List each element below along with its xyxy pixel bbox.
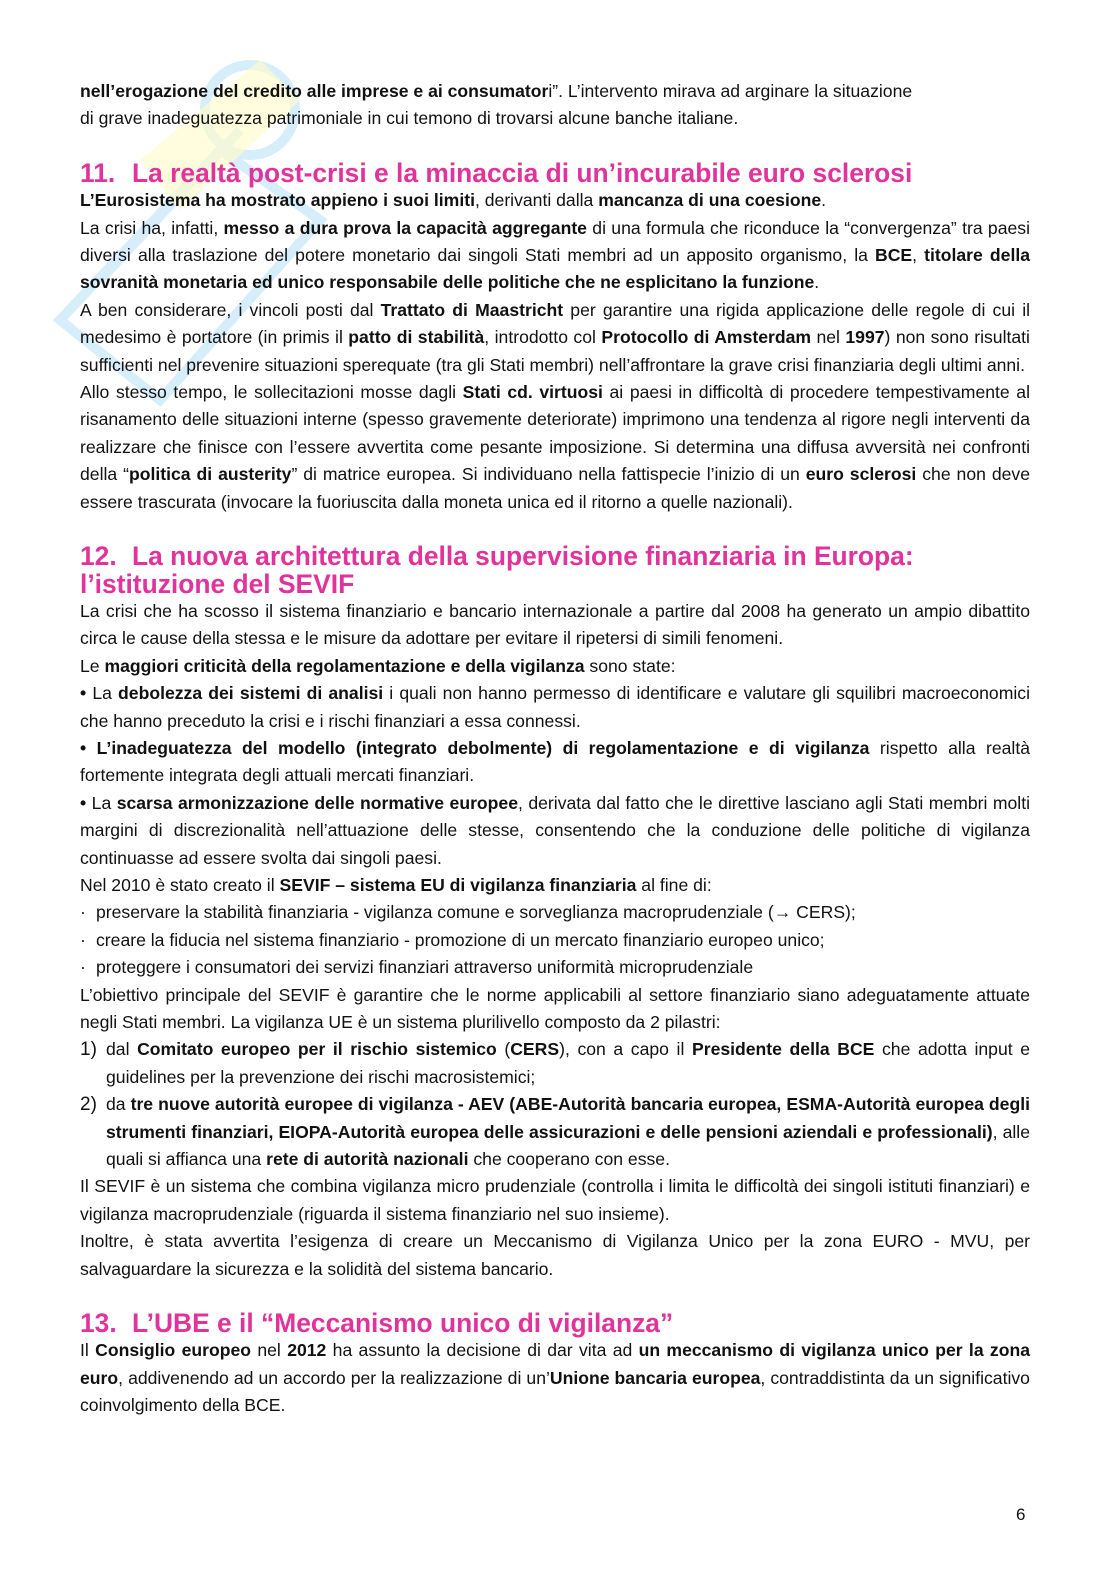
list-item: • La debolezza dei sistemi di analisi i quali non hanno permesso di identificare e valutare gli squilibri macroeconomici che hanno preceduto la crisi e i rischi finanziari a essa connessi.	[80, 683, 1030, 731]
s12-paragraph-6: Inoltre, è stata avvertita l’esigenza di creare un Meccanismo di Vigilanza Unico per la zona EURO - MVU, per salvaguardare la sicurezza e la solidità del sistema bancario.	[80, 1231, 1030, 1279]
numbered-item-2: 2) da tre nuove autorità europee di vigilanza - AEV (ABE-Autorità bancaria europea, ESMA-Autorità europea degli strumenti finanziari, EIOPA-Autorità europea delle assicurazioni e delle pensioni aziendali e professionali), alle quali si affianca una rete di autorità nazionali che cooperano con esse.	[80, 1094, 1030, 1170]
list-item: · creare la fiducia nel sistema finanziario - promozione di un mercato finanziario europeo unico;	[80, 929, 825, 950]
numbered-item-1: 1) dal Comitato europeo per il rischio sistemico (CERS), con a capo il Presidente della BCE che adotta input e guidelines per la prevenzione dei rischi macrosistemici;	[80, 1039, 1031, 1087]
s11-paragraph-3: A ben considerare, i vincoli posti dal Trattato di Maastricht per garantire una rigida applicazione delle regole di cui il medesimo è portatore (in primis il patto di stabilità, introdotto col Protocollo di Amsterdam nel 1997) non sono risultati sufficienti nel prevenire situazioni sperequate (tra gli Stati membri) nell’affrontare la grave crisi finanziaria degli ultimi anni.	[80, 299, 1031, 375]
s12-paragraph-3: Nel 2010 è stato creato il SEVIF – sistema EU di vigilanza finanziaria al fine di:	[80, 874, 712, 895]
section-13-heading: 13. L’UBE e il “Meccanismo unico di vigilanza”	[80, 1308, 674, 1339]
s12-paragraph-4: L’obiettivo principale del SEVIF è garantire che le norme applicabili al settore finanziario siano adeguatamente attuate negli Stati membri. La vigilanza UE è un sistema plurilivello composto da 2 pilastri:	[80, 984, 1030, 1032]
s11-paragraph-2: La crisi ha, infatti, messo a dura prova la capacità aggregante di una formula che riconduce la “convergenza” tra paesi diversi alla traslazione del potere monetario dai singoli Stati membri ad un apposito organismo, la BCE, titolare della sovranità monetaria ed unico responsabile delle politiche che ne esplicitano la funzione.	[80, 217, 1031, 293]
list-item: · proteggere i consumatori dei servizi finanziari attraverso uniformità microprudenziale	[80, 957, 754, 978]
s13-paragraph-1: Il Consiglio europeo nel 2012 ha assunto la decisione di dar vita ad un meccanismo di vigilanza unico per la zona euro, addivenendo ad un accordo per la realizzazione di un’Unione bancaria europea, contraddistinta da un significativo coinvolgimento della BCE.	[80, 1340, 1031, 1416]
s12-paragraph-2: Le maggiori criticità della regolamentazione e della vigilanza sono state:	[80, 655, 676, 676]
section-11-heading: 11. La realtà post-crisi e la minaccia di un’incurabile euro sclerosi	[80, 157, 913, 188]
list-item: · preservare la stabilità finanziaria - vigilanza comune e sorveglianza macroprudenziale (→ CERS);	[80, 902, 856, 923]
s12-paragraph-5: Il SEVIF è un sistema che combina vigilanza micro prudenziale (controlla i limita le difficoltà dei singoli istituti finanziari) e vigilanza macroprudenziale (riguarda il sistema finanziario nel suo insieme).	[80, 1176, 1030, 1224]
intro-paragraph: nell’erogazione del credito alle imprese e ai consumatori”. L’intervento mirava ad arginare la situazione di grave inadeguatezza patrimoniale in cui temono di trovarsi alcune banche italiane.	[80, 81, 913, 129]
s11-paragraph-4: Allo stesso tempo, le sollecitazioni mosse dagli Stati cd. virtuosi ai paesi in difficoltà di procedere tempestivamente al risanamento delle situazioni interne (spesso gravemente deteriorate) imprimono una tendenza al rigore negli interventi da realizzare che finisce con l’essere avvertita come pesante imposizione. Si determina una diffusa avversità nei confronti della “politica di austerity” di matrice europea. Si individuano nella fattispecie l’inizio di un euro sclerosi che non deve essere trascurata (invocare la fuoriuscita dalla moneta unica ed il ritorno a quelle nazionali).	[80, 382, 1030, 512]
list-item: • L’inadeguatezza del modello (integrato debolmente) di regolamentazione e di vigilanza rispetto alla realtà fortemente integrata degli attuali mercati finanziari.	[80, 737, 1030, 786]
section-12-heading: 12. La nuova architettura della supervisione finanziaria in Europa: l’istituzione del SEVIF	[80, 541, 914, 599]
s11-paragraph-1: L’Eurosistema ha mostrato appieno i suoi limiti, derivanti dalla mancanza di una coesione.	[80, 190, 827, 211]
page-number: 6	[1016, 1505, 1026, 1524]
s12-paragraph-1: La crisi che ha scosso il sistema finanziario e bancario internazionale a partire dal 2008 ha generato un ampio dibattito circa le cause della stessa e le misure da adottare per evitare il ripetersi di simili fenomeni.	[80, 600, 1030, 649]
page-content	[80, 78, 1030, 1420]
list-item: • La scarsa armonizzazione delle normative europee, derivata dal fatto che le direttive lasciano agli Stati membri molti margini di discrezionalità nell’attuazione delle stesse, consentendo che la conduzione delle politiche di vigilanza continuasse ad essere svolta dai singoli paesi.	[80, 792, 1030, 868]
